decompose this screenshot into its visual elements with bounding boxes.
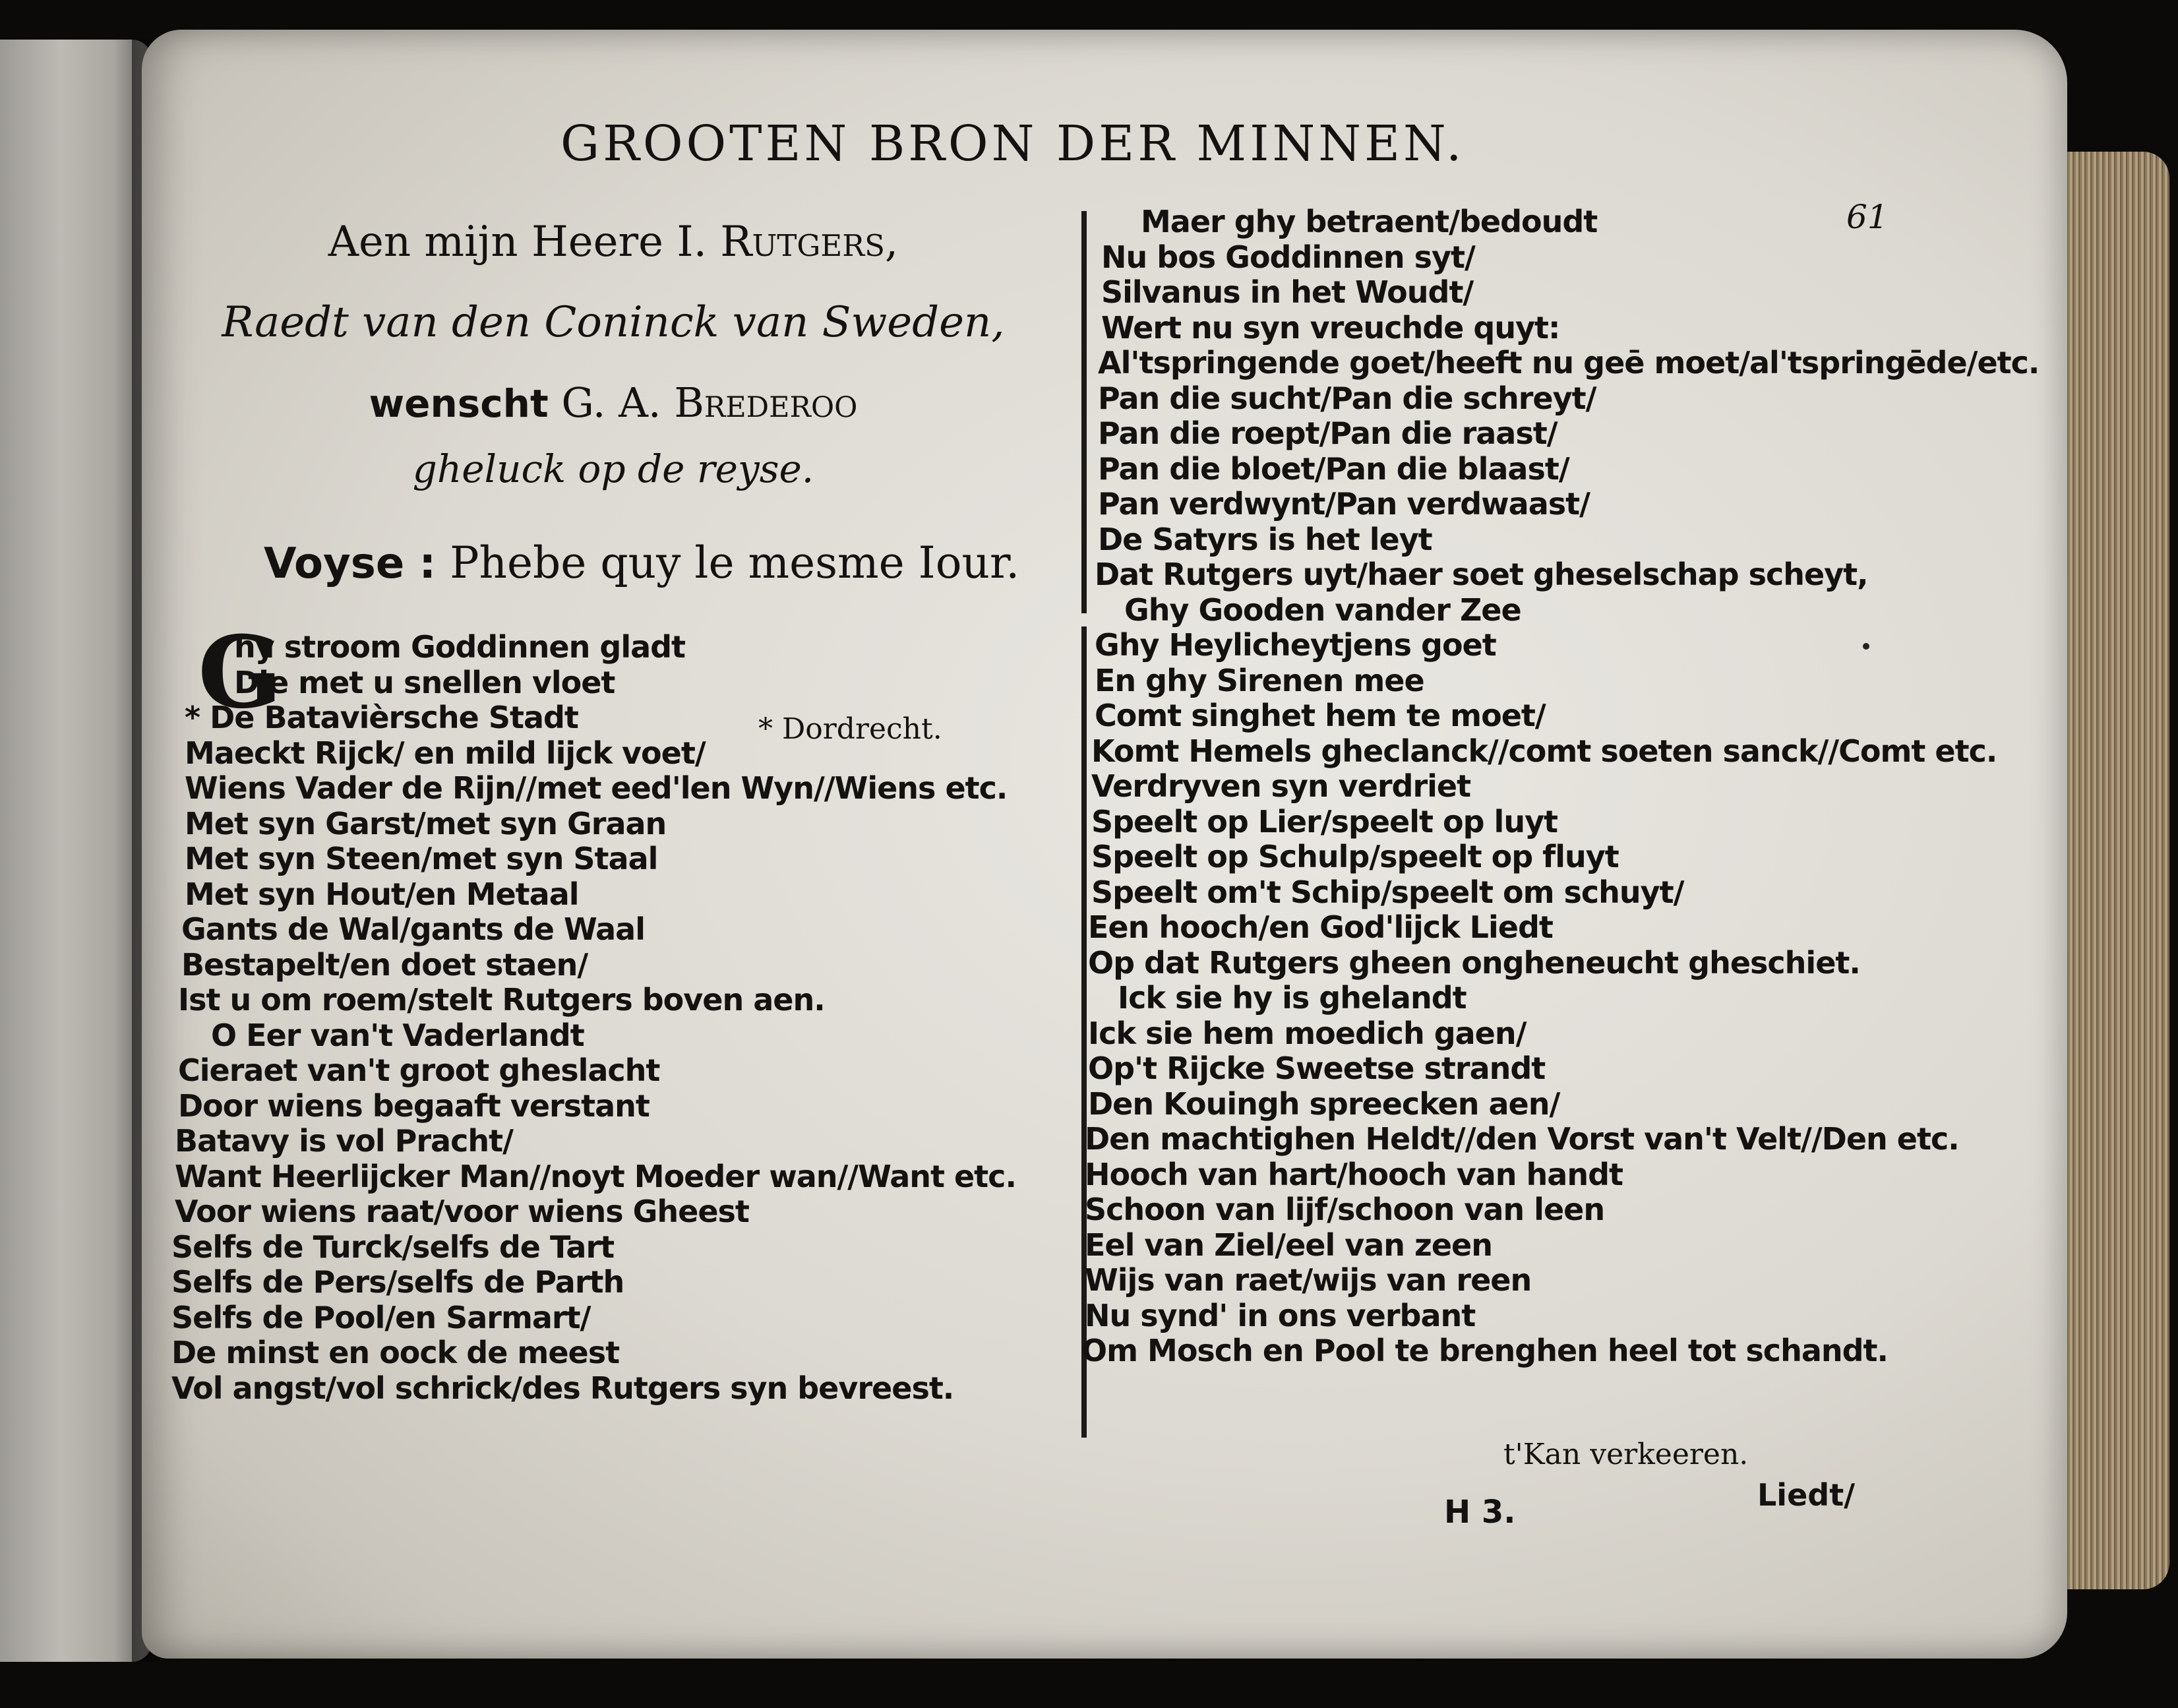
dedication-line-4: gheluck op de reyse. xyxy=(412,446,814,491)
verse-line: Selfs de Pers/selfs de Parth xyxy=(171,1264,624,1300)
margin-note: * Dordrecht. xyxy=(758,712,942,746)
verse-line: Op dat Rutgers gheen ongheneucht gheschiet. xyxy=(1088,944,1860,981)
verse-line: En ghy Sirenen mee xyxy=(1095,662,1424,698)
verse-right-column xyxy=(1068,204,2039,1369)
catchword: Liedt/ xyxy=(1757,1477,1855,1513)
verse-line: Verdryven syn verdriet xyxy=(1091,768,1471,804)
verse-line: Wert nu syn vreuchde quyt: xyxy=(1101,309,1560,346)
drop-cap: G xyxy=(198,615,283,731)
verse-line: Pan verdwynt/Pan verdwaast/ xyxy=(1098,486,1590,522)
verse-line: Voor wiens raat/voor wiens Gheest xyxy=(175,1194,749,1229)
verse-line: hy stroom Goddinnen gladt xyxy=(234,629,686,665)
verse-left-column xyxy=(171,630,1016,1406)
page-number: 61 xyxy=(1846,198,1889,236)
verse-line: Door wiens begaaft verstant xyxy=(178,1087,650,1124)
verse-line: Maer ghy betraent/bedoudt xyxy=(1141,204,1598,239)
left-facing-page xyxy=(0,40,152,1662)
verse-line: Schoon van lijf/schoon van leen xyxy=(1085,1192,1605,1227)
tune-title: Phebe quy le mesme Iour. xyxy=(450,537,1020,588)
verse-line: Vol angst/vol schrick/des Rutgers syn bevreest. xyxy=(171,1370,954,1406)
verse-line: Den Kouingh spreecken aen/ xyxy=(1088,1085,1560,1122)
verse-line: Ghy Heylicheytjens goet xyxy=(1095,627,1496,663)
verse-line: Silvanus in het Woudt/ xyxy=(1101,274,1474,310)
verse-line: Maeckt Rijck/ en mild lijck voet/ xyxy=(185,735,706,771)
verse-line: Nu bos Goddinnen syt/ xyxy=(1101,239,1475,275)
verse-line: Dat Rutgers uyt/haer soet gheselschap scheyt, xyxy=(1095,557,1868,592)
verse-line: O Eer van't Vaderlandt xyxy=(211,1017,584,1053)
verse-line: Speelt om't Schip/speelt om schuyt/ xyxy=(1091,874,1684,910)
verse-line: Gants de Wal/gants de Waal xyxy=(181,911,645,947)
verse-line: Om Mosch en Pool te brenghen heel tot schandt. xyxy=(1081,1333,1888,1368)
verse-line: Een hooch/en God'lijck Liedt xyxy=(1088,909,1553,945)
verse-line: Op't Rijcke Sweetse strandt xyxy=(1088,1051,1546,1086)
verse-line: Want Heerlijcker Man//noyt Moeder wan//Want etc. xyxy=(175,1158,1016,1194)
author-name: G. A. Brederoo xyxy=(561,379,858,427)
verse-line: De Satyrs is het leyt xyxy=(1098,521,1432,557)
verse-line: Al'tspringende goet/heeft nu geē moet/al'tspringēde/etc. xyxy=(1098,345,2040,381)
verse-line: Speelt op Schulp/speelt op fluyt xyxy=(1091,839,1619,874)
dedication-prefix: Aen mijn Heere I. xyxy=(328,218,707,266)
verse-line: * De Batavièrsche Stadt xyxy=(185,700,578,735)
verse-line: Wijs van raet/wijs van reen xyxy=(1085,1262,1532,1298)
dedication-verb: wenscht xyxy=(369,381,549,426)
verse-line: Comt singhet hem te moet/ xyxy=(1095,698,1546,733)
dedication-line-3 xyxy=(178,379,1048,427)
verse-line: Pan die roept/Pan die raast/ xyxy=(1098,415,1558,451)
verse-line: Bestapelt/en doet staen/ xyxy=(181,946,588,983)
verse-line: Den machtighen Heldt//den Vorst van't Velt//Den etc. xyxy=(1085,1121,1959,1157)
verse-line: Met syn Steen/met syn Staal xyxy=(185,841,658,876)
verse-line: Wiens Vader de Rijn//met eed'len Wyn//Wiens etc. xyxy=(185,770,1008,806)
running-head: GROOTEN BRON DER MINNEN. xyxy=(560,115,1465,172)
verse-line: Ick sie hy is ghelandt xyxy=(1118,980,1467,1016)
verse-line: Die met u snellen vloet xyxy=(234,664,615,700)
dedicatee-name: Rutgers, xyxy=(720,218,899,266)
tune-label: Voyse : xyxy=(264,539,437,588)
verse-line: Cieraet van't groot gheslacht xyxy=(178,1052,660,1088)
verse-line: Pan die bloet/Pan die blaast/ xyxy=(1098,450,1569,487)
verse-line: Hooch van hart/hooch van handt xyxy=(1085,1156,1623,1192)
verse-line: Selfs de Pool/en Sarmart/ xyxy=(171,1299,591,1335)
verse-line: Nu synd' in ons verbant xyxy=(1085,1297,1476,1333)
signature-mark: H 3. xyxy=(1444,1494,1516,1531)
verse-line: Ist u om roem/stelt Rutgers boven aen. xyxy=(178,982,825,1018)
verse-line: Pan die sucht/Pan die schreyt/ xyxy=(1098,380,1596,416)
verse-line: De minst en oock de meest xyxy=(171,1335,620,1370)
tune-indication xyxy=(264,537,1019,588)
verse-line: Met syn Garst/met syn Graan xyxy=(185,805,667,841)
motto: t'Kan verkeeren. xyxy=(1503,1438,1749,1471)
verse-line: Batavy is vol Pracht/ xyxy=(175,1123,513,1159)
verse-line: Met syn Hout/en Metaal xyxy=(185,876,579,912)
verse-line: Eel van Ziel/eel van zeen xyxy=(1085,1227,1492,1263)
verse-line: Selfs de Turck/selfs de Tart xyxy=(171,1229,615,1265)
ink-speck xyxy=(1863,643,1869,650)
verse-line: Komt Hemels gheclanck//comt soeten sanck//Comt etc. xyxy=(1091,733,1997,769)
verse-line: Ick sie hem moedich gaen/ xyxy=(1088,1015,1527,1051)
dedication-heading xyxy=(178,211,1048,491)
dedication-line-1 xyxy=(178,218,1048,266)
verse-line: Speelt op Lier/speelt op luyt xyxy=(1091,803,1558,839)
verse-line: Ghy Gooden vander Zee xyxy=(1124,592,1521,628)
dedication-line-2: Raedt van den Coninck van Sweden, xyxy=(222,298,1005,347)
